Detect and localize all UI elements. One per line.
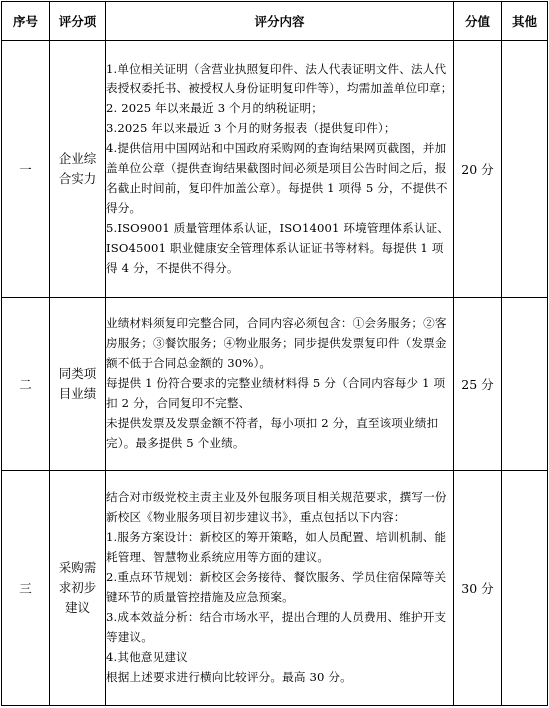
content-paragraph: 4.其他意见建议 bbox=[106, 649, 188, 664]
header-other: 其他 bbox=[502, 2, 548, 41]
row-other bbox=[502, 471, 548, 706]
content-paragraph: 每提供 1 份符合要求的完整业绩材料得 5 分（合同内容每少 1 项扣 2 分，合同复印不完整、 bbox=[106, 376, 446, 410]
header-seq: 序号 bbox=[2, 2, 50, 41]
content-paragraph: 2.重点环节规划：新校区会务接待、餐饮服务、学员住宿保障等关键环节的质量管控措施及应急预案。 bbox=[106, 570, 447, 604]
content-paragraph: 2. 2025 年以来最近 3 个月的纳税证明； bbox=[106, 101, 324, 116]
row-item bbox=[50, 41, 106, 298]
header-score: 分值 bbox=[454, 2, 502, 41]
header-content: 评分内容 bbox=[106, 2, 454, 41]
row-item-label: 企业综合实力 bbox=[58, 151, 97, 186]
row-seq: 一 bbox=[2, 41, 50, 298]
row-score: 20 分 bbox=[454, 41, 502, 298]
row-seq: 三 bbox=[2, 471, 50, 706]
row-content bbox=[106, 471, 454, 706]
content-paragraph: 业绩材料须复印完整合同，合同内容必须包含：①会务服务；②客房服务；③餐饮服务；④物业服务；同步提供发票复印件（发票金额不低于合同总金额的 30%）。 bbox=[106, 316, 447, 371]
content-paragraph: 3.成本效益分析：结合市场水平，提出合理的人员费用、维护开支等建议。 bbox=[106, 609, 447, 644]
content-paragraph: 根据上述要求进行横向比较评分。最高 30 分。 bbox=[106, 669, 352, 684]
row-score: 30 分 bbox=[454, 471, 502, 706]
row-other bbox=[502, 298, 548, 471]
row-content bbox=[106, 298, 454, 471]
table-row-3 bbox=[2, 471, 548, 706]
content-paragraph: 未提供发票及发票金额不符者，每小项扣 2 分，直至该项业绩扣完）。最多提供 5 个业绩。 bbox=[106, 415, 439, 450]
header-row bbox=[2, 2, 548, 41]
content-paragraph: 3.2025 年以来最近 3 个月的财务报表（提供复印件）； bbox=[106, 121, 396, 136]
row-item bbox=[50, 298, 106, 471]
row-seq: 二 bbox=[2, 298, 50, 471]
table-row-2 bbox=[2, 298, 548, 471]
row-content bbox=[106, 41, 454, 298]
header-item: 评分项 bbox=[50, 2, 106, 41]
row-item-label: 同类项目业绩 bbox=[58, 366, 97, 401]
content-paragraph: 结合对市级党校主责主业及外包服务项目相关规范要求，撰写一份新校区《物业服务项目初步建议书》，重点包括以下内容： bbox=[106, 490, 447, 525]
content-paragraph: 4.提供信用中国网站和中国政府采购网的查询结果网页截图，并加盖单位公章（提供查询结果截图时间必须是项目公告时间之后，报名截止时间前，复印件加盖公章）。每提供 1 项得 5 分，不提供不得分。 bbox=[106, 141, 448, 215]
content-paragraph: 5.ISO9001 质量管理体系认证，ISO14001 环境管理体系认证、ISO45001 职业健康安全管理体系认证证书等材料。每提供 1 项得 4 分，不提供不得分。 bbox=[106, 220, 450, 275]
row-other bbox=[502, 41, 548, 298]
table-row-1 bbox=[2, 41, 548, 298]
row-item bbox=[50, 471, 106, 706]
scoring-table bbox=[1, 1, 548, 706]
content-paragraph: 1.服务方案设计：新校区的筹开策略，如人员配置、培训机制、能耗管理、智慧物业系统应用等方面的建议。 bbox=[106, 530, 447, 565]
row-score: 25 分 bbox=[454, 298, 502, 471]
content-paragraph: 1.单位相关证明（含营业执照复印件、法人代表证明文件、法人代表授权委托书、被授权人身份证明复印件等），均需加盖单位印章； bbox=[106, 61, 453, 96]
row-item-label: 采购需求初步建议 bbox=[58, 560, 97, 615]
